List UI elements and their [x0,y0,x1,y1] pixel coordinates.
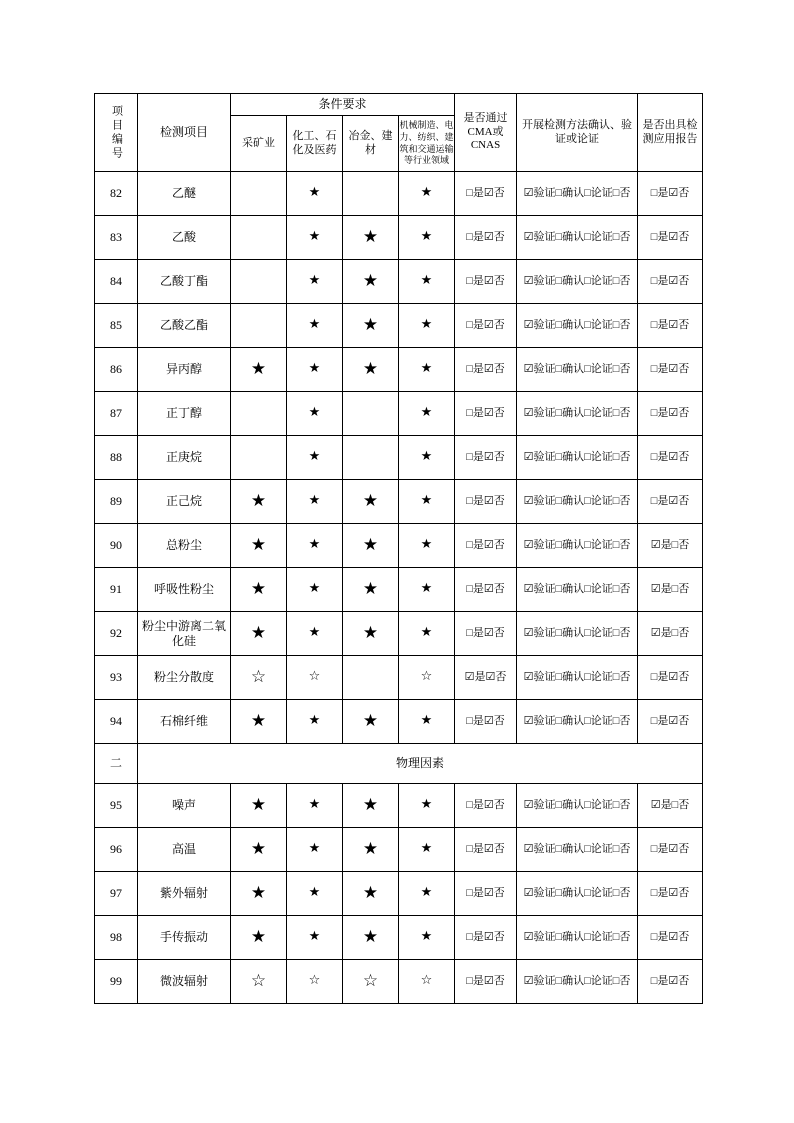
cond-chemical-mark: ★ [287,436,343,480]
cond-machinery-mark: ★ [399,612,455,656]
cond-chemical-mark: ★ [287,216,343,260]
cma-checkboxes: □是☑否 [455,568,517,612]
method-checkboxes: ☑验证□确认□论证□否 [517,216,638,260]
row-item-name: 正庚烷 [138,436,231,480]
table-row [95,392,703,436]
cond-metallurgy-mark: ★ [343,828,399,872]
header-item-label: 检测项目 [138,94,231,172]
report-checkboxes: □是☑否 [638,872,703,916]
row-item-name: 乙酸 [138,216,231,260]
cond-mining-mark: ★ [231,784,287,828]
method-checkboxes: ☑验证□确认□论证□否 [517,392,638,436]
table-row [95,784,703,828]
report-checkboxes: □是☑否 [638,916,703,960]
section-label: 物理因素 [138,744,703,784]
row-item-name: 高温 [138,828,231,872]
cond-machinery-mark: ★ [399,260,455,304]
cond-mining-mark: ★ [231,916,287,960]
row-item-name: 微波辐射 [138,960,231,1004]
cond-metallurgy-mark: ★ [343,784,399,828]
cond-metallurgy-mark: ★ [343,700,399,744]
header-cond-mining: 采矿业 [231,116,287,172]
method-checkboxes: ☑验证□确认□论证□否 [517,960,638,1004]
cma-checkboxes: □是☑否 [455,348,517,392]
report-checkboxes: □是☑否 [638,172,703,216]
cma-checkboxes: □是☑否 [455,612,517,656]
cond-metallurgy-mark: ★ [343,348,399,392]
table-row [95,960,703,1004]
cond-machinery-mark: ★ [399,872,455,916]
cma-checkboxes: □是☑否 [455,872,517,916]
method-checkboxes: ☑验证□确认□论证□否 [517,348,638,392]
table-row [95,216,703,260]
cond-chemical-mark: ★ [287,700,343,744]
table-row [95,480,703,524]
report-checkboxes: ☑是□否 [638,568,703,612]
cond-chemical-mark: ★ [287,172,343,216]
cma-checkboxes: □是☑否 [455,260,517,304]
row-item-name: 石棉纤维 [138,700,231,744]
row-number: 86 [95,348,138,392]
table-row [95,348,703,392]
row-item-name: 粉尘分散度 [138,656,231,700]
row-number: 87 [95,392,138,436]
cond-mining-mark: ★ [231,348,287,392]
header-row-1 [95,94,703,116]
cond-mining-mark [231,172,287,216]
report-checkboxes: □是☑否 [638,348,703,392]
report-checkboxes: □是☑否 [638,960,703,1004]
cma-checkboxes: ☑是☑否 [455,656,517,700]
cond-machinery-mark: ★ [399,172,455,216]
cma-checkboxes: □是☑否 [455,524,517,568]
table-row [95,612,703,656]
row-number: 98 [95,916,138,960]
header-method-label: 开展检测方法确认、验证或论证 [517,94,638,172]
row-item-name: 正丁醇 [138,392,231,436]
table-row [95,656,703,700]
method-checkboxes: ☑验证□确认□论证□否 [517,172,638,216]
cond-metallurgy-mark: ★ [343,872,399,916]
cond-metallurgy-mark: ★ [343,612,399,656]
table-row [95,828,703,872]
table-row [95,172,703,216]
row-item-name: 乙醚 [138,172,231,216]
cma-checkboxes: □是☑否 [455,916,517,960]
cond-machinery-mark: ★ [399,828,455,872]
cond-metallurgy-mark [343,436,399,480]
method-checkboxes: ☑验证□确认□论证□否 [517,436,638,480]
method-checkboxes: ☑验证□确认□论证□否 [517,656,638,700]
method-checkboxes: ☑验证□确认□论证□否 [517,612,638,656]
cond-machinery-mark: ★ [399,524,455,568]
cond-machinery-mark: ★ [399,700,455,744]
method-checkboxes: ☑验证□确认□论证□否 [517,480,638,524]
report-checkboxes: □是☑否 [638,260,703,304]
report-checkboxes: □是☑否 [638,392,703,436]
cma-checkboxes: □是☑否 [455,304,517,348]
cond-chemical-mark: ★ [287,916,343,960]
header-cond-machinery: 机械制造、电力、纺织、建筑和交通运输等行业领域 [399,116,455,172]
row-number: 90 [95,524,138,568]
row-number: 85 [95,304,138,348]
report-checkboxes: ☑是□否 [638,784,703,828]
row-number: 92 [95,612,138,656]
cond-machinery-mark: ★ [399,392,455,436]
row-item-name: 乙酸乙酯 [138,304,231,348]
header-cma-label: 是否通过CMA或CNAS [455,94,517,172]
cma-checkboxes: □是☑否 [455,828,517,872]
table-header [95,94,703,172]
cond-chemical-mark: ☆ [287,960,343,1004]
header-item-no-label: 项目编号 [110,104,123,161]
row-number: 89 [95,480,138,524]
header-report-label: 是否出具检测应用报告 [638,94,703,172]
cma-checkboxes: □是☑否 [455,480,517,524]
table-row [95,916,703,960]
row-item-name: 噪声 [138,784,231,828]
table-row [95,872,703,916]
cond-chemical-mark: ★ [287,480,343,524]
cond-machinery-mark: ★ [399,436,455,480]
row-item-name: 乙酸丁酯 [138,260,231,304]
cma-checkboxes: □是☑否 [455,392,517,436]
cma-checkboxes: □是☑否 [455,784,517,828]
header-cond-metallurgy: 冶金、建材 [343,116,399,172]
table-row [95,700,703,744]
row-number: 91 [95,568,138,612]
cond-chemical-mark: ★ [287,524,343,568]
report-checkboxes: ☑是□否 [638,612,703,656]
row-number: 97 [95,872,138,916]
section-row [95,744,703,784]
cond-machinery-mark: ☆ [399,960,455,1004]
row-item-name: 异丙醇 [138,348,231,392]
cond-mining-mark: ★ [231,828,287,872]
cond-metallurgy-mark: ★ [343,304,399,348]
report-checkboxes: □是☑否 [638,656,703,700]
cond-chemical-mark: ★ [287,568,343,612]
table-body [95,172,703,1004]
table-row [95,568,703,612]
row-item-name: 总粉尘 [138,524,231,568]
method-checkboxes: ☑验证□确认□论证□否 [517,872,638,916]
row-number: 95 [95,784,138,828]
method-checkboxes: ☑验证□确认□论证□否 [517,524,638,568]
detection-items-table [94,93,703,1004]
cond-metallurgy-mark [343,656,399,700]
report-checkboxes: □是☑否 [638,216,703,260]
method-checkboxes: ☑验证□确认□论证□否 [517,568,638,612]
row-item-name: 正己烷 [138,480,231,524]
cond-chemical-mark: ★ [287,260,343,304]
method-checkboxes: ☑验证□确认□论证□否 [517,304,638,348]
cond-metallurgy-mark: ★ [343,916,399,960]
method-checkboxes: ☑验证□确认□论证□否 [517,916,638,960]
header-cond-chemical: 化工、石化及医药 [287,116,343,172]
row-number: 83 [95,216,138,260]
row-item-name: 呼吸性粉尘 [138,568,231,612]
cond-machinery-mark: ★ [399,348,455,392]
row-number: 94 [95,700,138,744]
cond-metallurgy-mark: ★ [343,260,399,304]
cond-chemical-mark: ☆ [287,656,343,700]
method-checkboxes: ☑验证□确认□论证□否 [517,828,638,872]
cond-machinery-mark: ★ [399,916,455,960]
row-number: 88 [95,436,138,480]
cma-checkboxes: □是☑否 [455,436,517,480]
cond-machinery-mark: ★ [399,568,455,612]
row-number: 84 [95,260,138,304]
cond-mining-mark: ★ [231,568,287,612]
cond-chemical-mark: ★ [287,784,343,828]
cma-checkboxes: □是☑否 [455,216,517,260]
cond-mining-mark: ★ [231,480,287,524]
cond-mining-mark [231,260,287,304]
cond-metallurgy-mark [343,392,399,436]
method-checkboxes: ☑验证□确认□论证□否 [517,784,638,828]
row-item-name: 紫外辐射 [138,872,231,916]
header-item-no-cell [95,94,138,172]
cond-mining-mark: ☆ [231,960,287,1004]
report-checkboxes: ☑是□否 [638,524,703,568]
report-checkboxes: □是☑否 [638,828,703,872]
cond-mining-mark [231,392,287,436]
table-row [95,304,703,348]
method-checkboxes: ☑验证□确认□论证□否 [517,260,638,304]
cma-checkboxes: □是☑否 [455,172,517,216]
cond-mining-mark: ☆ [231,656,287,700]
cond-mining-mark [231,304,287,348]
report-checkboxes: □是☑否 [638,480,703,524]
cond-chemical-mark: ★ [287,612,343,656]
cond-metallurgy-mark [343,172,399,216]
cond-machinery-mark: ★ [399,784,455,828]
report-checkboxes: □是☑否 [638,304,703,348]
cond-chemical-mark: ★ [287,392,343,436]
cond-metallurgy-mark: ★ [343,480,399,524]
row-number: 82 [95,172,138,216]
report-checkboxes: □是☑否 [638,700,703,744]
section-number: 二 [95,744,138,784]
cond-chemical-mark: ★ [287,828,343,872]
cond-metallurgy-mark: ☆ [343,960,399,1004]
cond-mining-mark [231,436,287,480]
cond-metallurgy-mark: ★ [343,568,399,612]
cond-chemical-mark: ★ [287,304,343,348]
cma-checkboxes: □是☑否 [455,700,517,744]
cond-mining-mark [231,216,287,260]
cond-mining-mark: ★ [231,700,287,744]
table-row [95,260,703,304]
cond-machinery-mark: ★ [399,480,455,524]
row-item-name: 粉尘中游离二氧化硅 [138,612,231,656]
cond-mining-mark: ★ [231,872,287,916]
method-checkboxes: ☑验证□确认□论证□否 [517,700,638,744]
cond-mining-mark: ★ [231,612,287,656]
table-row [95,436,703,480]
row-number: 96 [95,828,138,872]
cond-metallurgy-mark: ★ [343,524,399,568]
row-number: 99 [95,960,138,1004]
cond-metallurgy-mark: ★ [343,216,399,260]
table-row [95,524,703,568]
cond-machinery-mark: ★ [399,216,455,260]
cond-machinery-mark: ☆ [399,656,455,700]
cond-chemical-mark: ★ [287,872,343,916]
report-checkboxes: □是☑否 [638,436,703,480]
row-number: 93 [95,656,138,700]
header-condition-group-label: 条件要求 [231,94,455,116]
cond-chemical-mark: ★ [287,348,343,392]
row-item-name: 手传振动 [138,916,231,960]
cma-checkboxes: □是☑否 [455,960,517,1004]
cond-machinery-mark: ★ [399,304,455,348]
cond-mining-mark: ★ [231,524,287,568]
